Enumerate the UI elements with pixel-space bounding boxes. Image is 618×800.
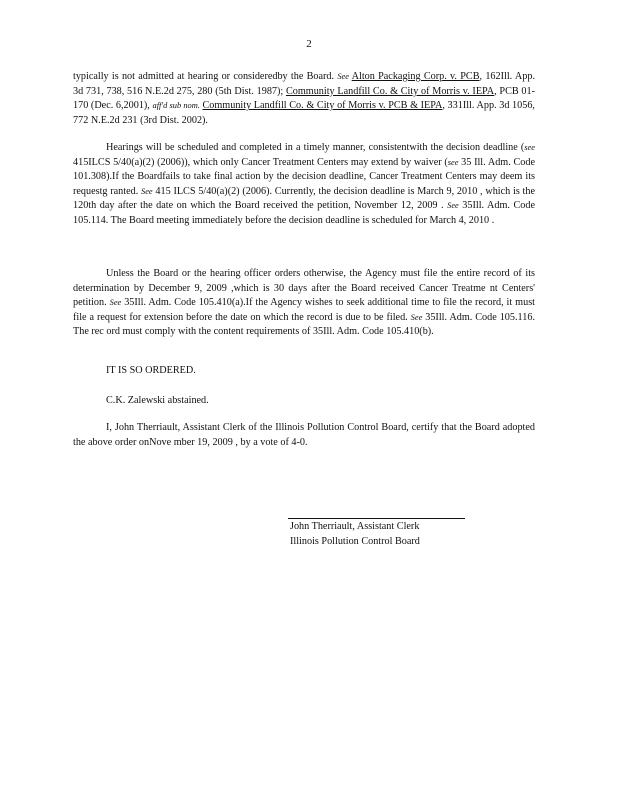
text: 35 Ill. Adm. Code 101.308).If the Boardfails to take final action by the decision deadline, Cancer Treatment Centers may deem its requestg ranted.: [73, 156, 535, 197]
case-name: Alton Packaging Corp. v. PCB: [351, 71, 480, 82]
signal-see: See: [109, 298, 122, 308]
text: Hearings will be scheduled and completed in a timely manner, consistentwith the decision deadline (: [106, 142, 525, 153]
text: typically is not admitted at hearing or consideredby the Board.: [73, 71, 338, 82]
citation: , PCB 01-170 (Dec. 6,2001),: [73, 85, 535, 112]
text: Unless the Board or the hearing officer orders otherwise, the Agency must file the entire record of its determination by December 9, 2009 ,which is 30 days after the Board received Cancer Treatme nt Centers' petition.: [73, 268, 535, 309]
citation: , 162Ill. App. 3d 731, 738, 516 N.E.2d 275, 280 (5th Dist. 1987);: [73, 71, 535, 97]
abstention-note: C.K. Zalewski abstained.: [106, 395, 209, 406]
text: 415 ILCS 5/40(a)(2) (2006). Currently, the decision deadline is March 9, 2010 , which is the 120th day after the date on which the Board received the petition, November 12, 2009 .: [73, 185, 536, 212]
text: 35Ill. Adm. Code 105.114. The Board meeting immediately before the decision deadline is scheduled for March 4, 2010 .: [73, 200, 536, 226]
signal-see: See: [141, 186, 153, 196]
paragraph-evidence: [73, 70, 535, 128]
text: 35Ill. Adm. Code 105.410(a).If the Agency wishes to seek additional time to file the record, it must file a request for extension before the date on which the record is due to be filed.: [73, 297, 535, 323]
signal-affd: aff'd sub nom.: [152, 101, 200, 111]
citation: , 331Ill. App. 3d 1056, 772 N.E.2d 231 (3rd Dist. 2002).: [73, 100, 535, 126]
paragraph-record: [73, 267, 535, 340]
page-number: 2: [306, 38, 312, 50]
case-name: Community Landfill Co. & City of Morris v. IEPA: [285, 85, 495, 97]
certification-paragraph: I, John Therriault, Assistant Clerk of the Illinois Pollution Control Board, certify that the Board adopted the above order onNove mber 19, 2009 , by a vote of 4-0.: [73, 422, 535, 448]
case-name: Community Landfill Co. & City of Morris v. PCB & IEPA: [202, 100, 443, 112]
signal-see: See: [410, 312, 423, 322]
signatory-name: John Therriault, Assistant Clerk: [290, 521, 420, 532]
text: 415ILCS 5/40(a)(2) (2006)), which only Cancer Treatment Centers may extend by waiver (: [73, 156, 448, 168]
signatory-organization: Illinois Pollution Control Board: [290, 536, 420, 547]
signal-see: see: [524, 143, 535, 152]
signal-see: see: [447, 157, 459, 167]
signature-line: [288, 518, 465, 519]
signal-see: See: [447, 201, 459, 211]
signal-see: See: [337, 72, 349, 81]
text: 35Ill. Adm. Code 105.116. The rec ord must comply with the content requirements of 35Ill. Adm. Code 105.410(b).: [73, 311, 535, 338]
paragraph-hearings: [73, 141, 535, 229]
so-ordered: IT IS SO ORDERED.: [106, 365, 196, 376]
